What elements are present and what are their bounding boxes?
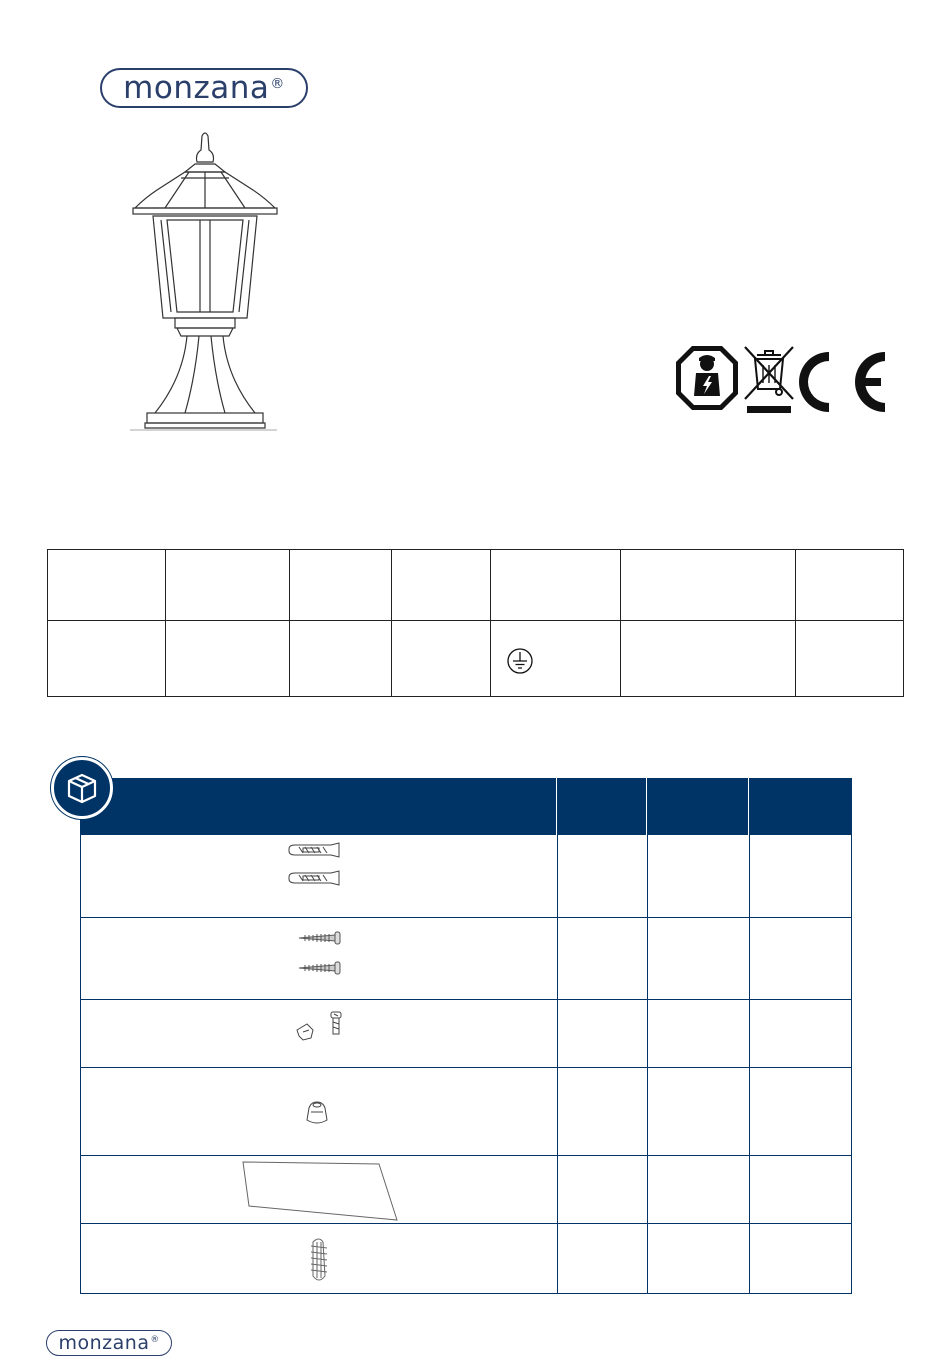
spec-table: [47, 549, 904, 697]
parts-header-col: [749, 778, 852, 835]
part-image-cell: [81, 835, 558, 917]
parts-table-body: [80, 835, 852, 1294]
spec-value-cell: [392, 621, 491, 697]
part-cell: [750, 918, 850, 999]
table-row: [81, 917, 851, 999]
spec-header-cell: [392, 550, 491, 621]
part-cell: [648, 1224, 750, 1293]
spec-value-cell: [48, 621, 166, 697]
table-row: [81, 1155, 851, 1223]
parts-table: [80, 778, 852, 1294]
part-cell: [750, 1000, 850, 1067]
spec-header-cell: [48, 550, 166, 621]
spec-header-cell: [621, 550, 796, 621]
part-cell: [648, 1000, 750, 1067]
spec-value-cell-protection-class: [491, 621, 621, 697]
part-cell: [558, 835, 648, 917]
part-cell: [648, 1156, 750, 1223]
spec-value-cell: [290, 621, 392, 697]
table-row: [81, 835, 851, 917]
part-cell: [558, 1156, 648, 1223]
part-cell: [750, 1068, 850, 1155]
parts-header-col: [647, 778, 749, 835]
package-box-icon: [51, 757, 113, 819]
earth-ground-icon: [505, 646, 535, 676]
ce-mark-icon: [797, 348, 889, 416]
part-image-cell: [81, 1000, 558, 1067]
parts-header-col: [557, 778, 647, 835]
part-cell: [750, 1156, 850, 1223]
electrician-icon: [674, 344, 740, 412]
spec-value-cell: [621, 621, 796, 697]
spec-table-value-row: [48, 621, 904, 697]
gasket-sheet-image: [81, 1156, 556, 1224]
part-image-cell: [81, 1224, 558, 1293]
part-cell: [750, 835, 850, 917]
cap-nut-image: [81, 1068, 556, 1156]
spec-header-cell: [290, 550, 392, 621]
part-image-cell: [81, 1156, 558, 1223]
table-row: [81, 1223, 851, 1293]
spec-value-cell: [796, 621, 904, 697]
brand-logo-text: monzana: [123, 70, 270, 106]
spec-value-cell: [166, 621, 290, 697]
clip-and-screw-image: [81, 1000, 556, 1068]
part-cell: [750, 1224, 850, 1293]
part-cell: [558, 1000, 648, 1067]
part-cell: [648, 835, 750, 917]
spec-table-header-row: [48, 550, 904, 621]
table-row: [81, 1067, 851, 1155]
part-cell: [558, 1224, 648, 1293]
parts-header-part: [80, 778, 557, 835]
footer-brand-logo-text: monzana: [58, 1332, 150, 1354]
spec-header-cell: [491, 550, 621, 621]
weee-bin-icon: [743, 343, 795, 415]
part-cell: [558, 1068, 648, 1155]
spec-header-cell: [166, 550, 290, 621]
part-cell: [648, 918, 750, 999]
part-image-cell: [81, 918, 558, 999]
part-cell: [648, 1068, 750, 1155]
lantern-illustration: [125, 128, 285, 433]
part-cell: [558, 918, 648, 999]
footer-brand-logo: [46, 1330, 172, 1356]
registered-mark: ®: [270, 75, 285, 92]
anchor-grip-image: [81, 1224, 556, 1294]
spec-header-cell: [796, 550, 904, 621]
screw-image: [81, 918, 556, 1000]
parts-table-header: [80, 778, 852, 835]
part-image-cell: [81, 1068, 558, 1155]
brand-logo: [100, 68, 308, 108]
wall-plug-image: [81, 835, 556, 917]
footer-registered-mark: ®: [150, 1335, 160, 1346]
table-row: [81, 999, 851, 1067]
